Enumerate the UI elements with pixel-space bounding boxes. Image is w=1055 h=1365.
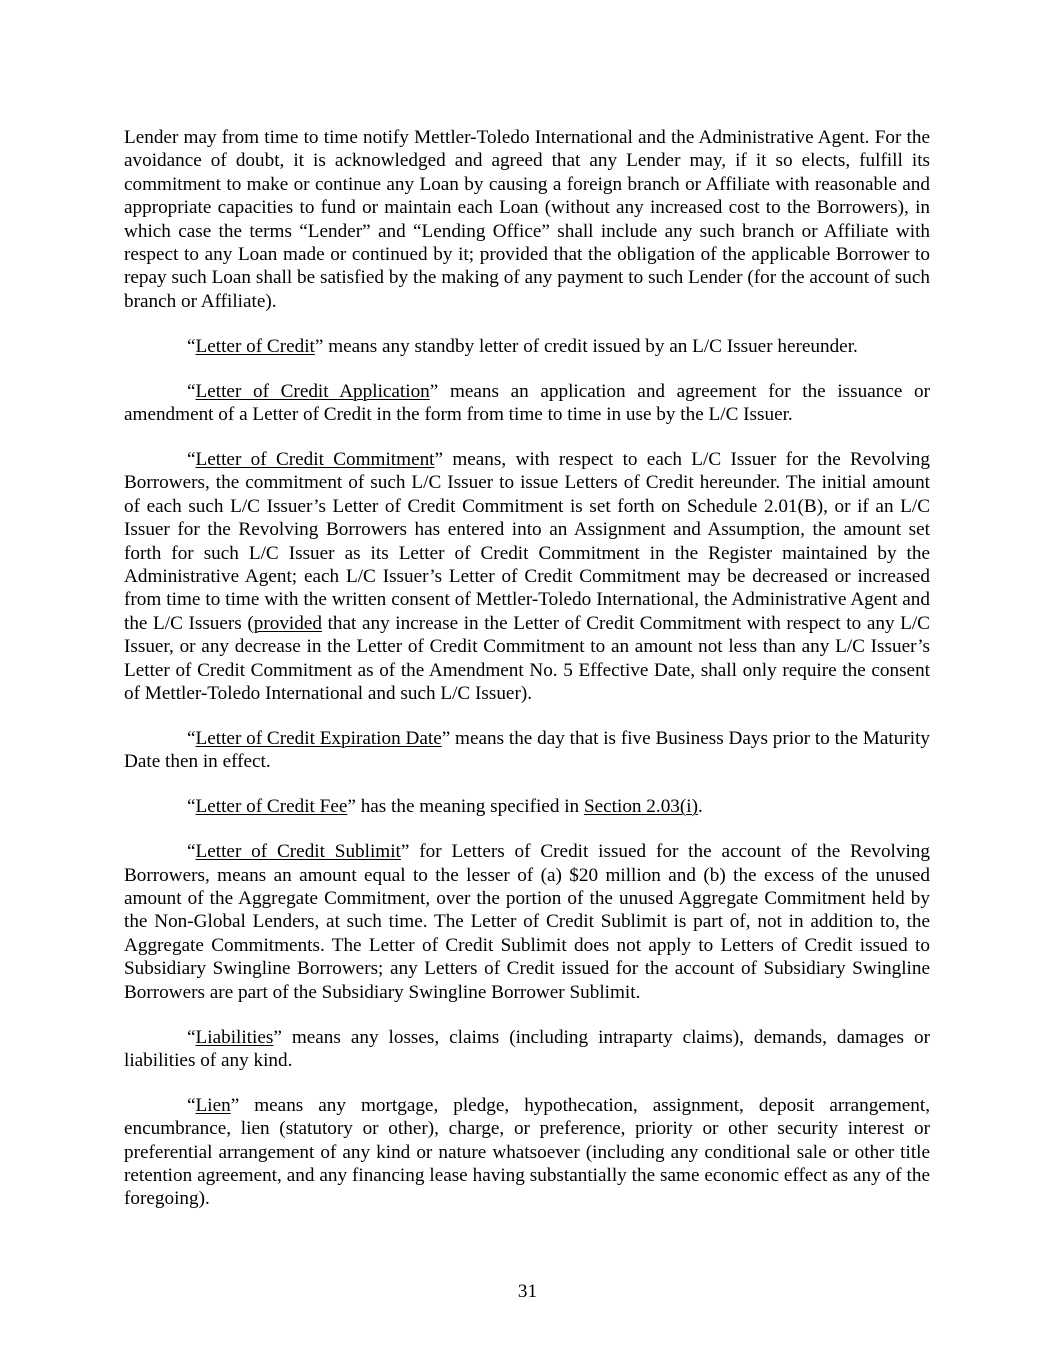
definition-letter-of-credit-commitment xyxy=(124,448,930,705)
definition-text: ” means any losses, claims (including intraparty claims), demands, damages or liabilities of any kind. xyxy=(124,1026,930,1071)
page-number: 31 xyxy=(517,1281,538,1302)
defined-term: Letter of Credit Sublimit xyxy=(195,841,401,863)
defined-term: Liabilities xyxy=(195,1026,274,1048)
definition-text: ” means an application and agreement for the issuance or amendment of a Letter of Credit in the form from time to time in use by the L/C Issuer. xyxy=(124,380,930,426)
definition-text-continued: that any increase in the Letter of Credit Commitment with respect to any L/C Issuer, or any decrease in the Letter of Credit Commitment to an amount not less than any L/C Issuer’s Letter of Credit Commitment as of the Amendment No. 5 Effective Date, shall only require the consent of Mettler-Toledo International and such L/C Issuer). xyxy=(124,612,930,705)
defined-term: Letter of Credit Commitment xyxy=(195,448,435,470)
defined-term: Lien xyxy=(195,1094,231,1116)
defined-term: Letter of Credit xyxy=(195,335,315,357)
open-quote: “ xyxy=(187,380,196,402)
defined-term: Letter of Credit Expiration Date xyxy=(195,727,442,749)
open-quote: “ xyxy=(187,1094,196,1116)
definition-liabilities xyxy=(124,1026,930,1073)
definition-letter-of-credit xyxy=(124,335,930,358)
definition-text: ” for Letters of Credit issued for the account of the Revolving Borrowers, means an amount equal to the lesser of (a) $20 million and (b) the excess of the unused amount of the Aggregate Commitment, over the portion of the unused Aggregate Commitment held by the Non-Global Lenders, at such time. The Letter of Credit Sublimit is part of, not in addition to, the Aggregate Commitments. The Letter of Credit Sublimit does not apply to Letters of Credit issued to Subsidiary Swingline Borrowers; any Letters of Credit issued for the account of Subsidiary Swingline Borrowers are part of the Subsidiary Swingline Borrower Sublimit. xyxy=(124,841,930,1003)
open-quote: “ xyxy=(187,841,196,863)
definition-text: ” has the meaning specified in xyxy=(347,796,584,818)
open-quote: “ xyxy=(187,448,196,470)
definition-letter-of-credit-sublimit xyxy=(124,840,930,1004)
section-reference: Section 2.03(i) xyxy=(583,796,698,818)
definition-letter-of-credit-application xyxy=(124,380,930,427)
open-quote: “ xyxy=(187,727,196,749)
definition-lien xyxy=(124,1094,930,1211)
definition-letter-of-credit-expiration-date xyxy=(124,727,930,774)
defined-term: Letter of Credit Fee xyxy=(195,796,348,818)
open-quote: “ xyxy=(187,1026,196,1048)
definition-letter-of-credit-fee xyxy=(124,795,930,818)
closing-period: . xyxy=(698,796,703,818)
open-quote: “ xyxy=(187,796,196,818)
definition-text: ” means the day that is five Business Days prior to the Maturity Date then in effect. xyxy=(124,727,930,773)
definition-text: ” means, with respect to each L/C Issuer for the Revolving Borrowers, the commitment of such L/C Issuer to issue Letters of Credit hereunder. The initial amount of each such L/C Issuer’s Letter of Credit Commitment is set forth on Schedule 2.01(B), or if an L/C Issuer for the Revolving Borrowers has entered into an Assignment and Assumption, the amount set forth for such L/C Issuer as its Letter of Credit Commitment in the Register maintained by the Administrative Agent; each L/C Issuer’s Letter of Credit Commitment may be decreased or increased from time to time with the written consent of Mettler-Toledo International, the Administrative Agent and the L/C Issuers ( xyxy=(124,448,930,634)
definition-text: ” means any standby letter of credit issued by an L/C Issuer hereunder. xyxy=(314,335,858,357)
open-quote: “ xyxy=(187,335,196,357)
proviso-emphasis: provided xyxy=(253,612,322,634)
definition-text: ” means any mortgage, pledge, hypothecation, assignment, deposit arrangement, encumbrance, lien (statutory or other), charge, or preference, priority or other security interest or preferential arrangement of any kind or nature whatsoever (including any conditional sale or other title retention agreement, and any financing lease having substantially the same economic effect as any of the foregoing). xyxy=(124,1094,930,1210)
document-page xyxy=(124,126,930,1232)
continuation-paragraph: Lender may from time to time notify Mettler-Toledo International and the Administrative Agent. For the avoidance of doubt, it is acknowledged and agreed that any Lender may, if it so elects, fulfill its commitment to make or continue any Loan by causing a foreign branch or Affiliate with reasonable and appropriate capacities to fund or maintain each Loan (without any increased cost to the Borrowers), in which case the terms “Lender” and “Lending Office” shall include any such branch or Affiliate with respect to any Loan made or continued by it; provided that the obligation of the applicable Borrower to repay such Loan shall be satisfied by the making of any payment to such Lender (for the account of such branch or Affiliate). xyxy=(124,127,930,312)
defined-term: Letter of Credit Application xyxy=(195,380,430,402)
